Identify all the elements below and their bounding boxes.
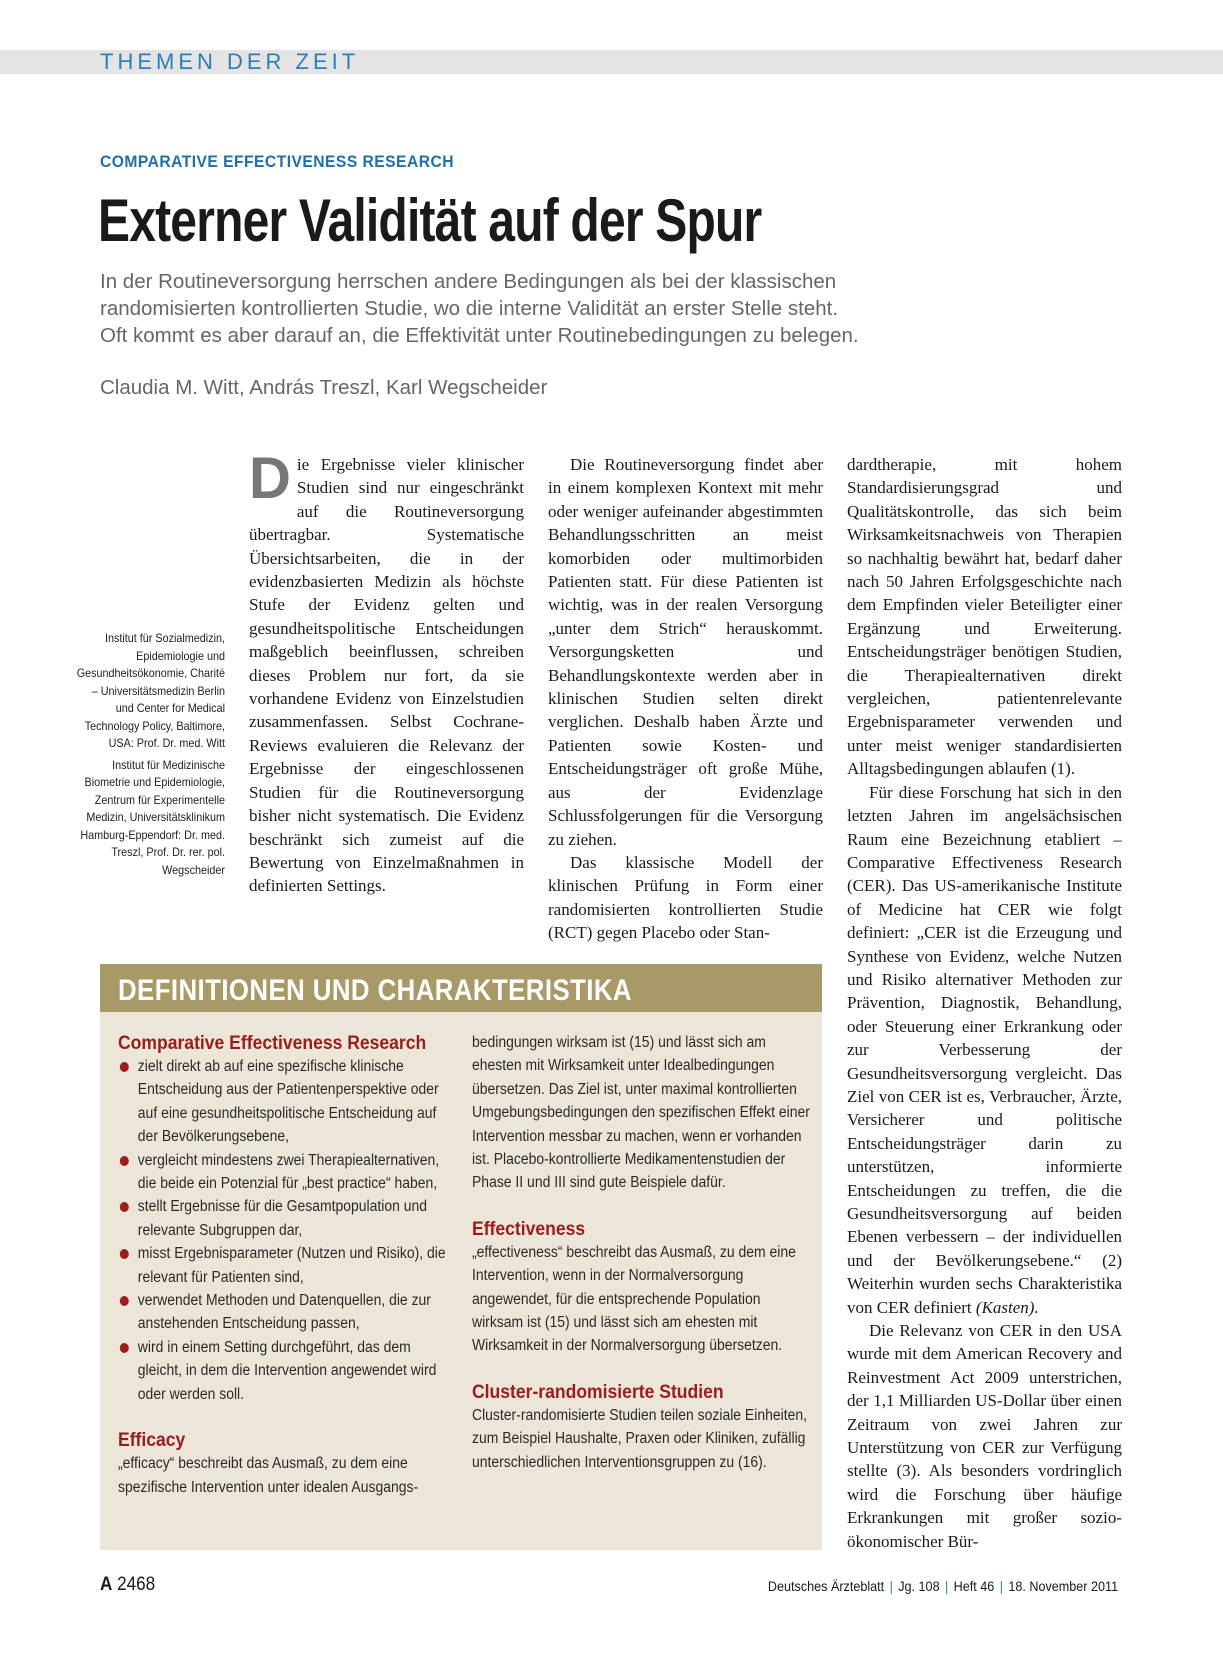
list-item-text: stellt Ergebnisse für die Gesamtpopulation und relevante Subgruppen dar, (137, 1198, 428, 1239)
article-authors: Claudia M. Witt, András Treszl, Karl Wegscheider (100, 376, 548, 399)
bullet-icon (120, 1156, 129, 1166)
box-paragraph: „efficacy“ beschreibt das Ausmaß, zu dem eine spezifische Intervention unter idealen Ausgangs- (118, 1455, 419, 1496)
box-paragraph: Cluster-randomisierte Studien teilen soziale Einheiten, zum Beispiel Haushalte, Praxen oder Kliniken, zufällig unterschiedlichen Interventionsgruppen zu (16). (472, 1406, 807, 1471)
article-lead (100, 268, 1000, 349)
separator: | (944, 1578, 949, 1594)
lead-line: randomisierten kontrollierten Studie, wo die interne Validität an erster Stelle steht. (100, 297, 839, 320)
box-heading: Effectiveness (472, 1217, 586, 1240)
definitions-box-title: DEFINITIONEN UND CHARAKTERISTIKA (118, 974, 632, 1007)
bullet-icon (120, 1296, 129, 1306)
page-number-value: 2468 (117, 1574, 156, 1595)
journal-name: Deutsches Ärzteblatt (767, 1578, 885, 1594)
list-item-text: misst Ergebnisparameter (Nutzen und Risiko), die relevant für Patienten sind, (137, 1245, 446, 1286)
body-paragraph (847, 781, 1122, 1319)
lead-line: In der Routineversorgung herrschen andere Bedingungen als bei der klassischen (100, 270, 837, 293)
list-item (118, 1055, 458, 1149)
body-paragraph: dardtherapie, mit hohem Standardisierungsgrad und Qualitätskontrolle, das sich beim Wirksamkeitsnachweis von Therapien so nachhaltig bewährt hat, bedarf daher nach 50 Jahren Erfolgsgeschichte nach dem Empfinden vieler Beteiligter einer Ergänzung und Erweiterung. Entscheidungsträger benötigen Studien, die Therapiealternativen direkt vergleichen, patientenrelevante Ergebnisparameter verwenden und unter meist weniger standardisierten Alltagsbedingungen ablaufen (1). (847, 455, 1122, 779)
box-column-2 (472, 1031, 812, 1474)
body-column-2 (548, 453, 823, 945)
body-column-1 (249, 446, 524, 898)
article-kicker: COMPARATIVE EFFECTIVENESS RESEARCH (100, 152, 454, 171)
box-column-1 (118, 1031, 458, 1499)
body-paragraph: Die Relevanz von CER in den USA wurde mit dem American Recovery and Reinvestment Act 2009 unterstrichen, der 1,1 Milliarden US-Dollar über einen Zeitraum von zwei Jahren zur Unterstützung von CER zur Verfügung stellte (3). Als besonders vordringlich wird die Forschung über häufige Erkrankungen mit großer sozio-ökonomischer Bür- (847, 1321, 1122, 1551)
box-paragraph: bedingungen wirksam ist (15) und lässt sich am ehesten mit Wirksamkeit unter Idealbedingungen übersetzen. Das Ziel ist, unter maximal kontrollierten Umgebungsbedingungen den spezifischen Effekt einer Intervention messbar zu machen, wenn er vorhanden ist. Placebo-kontrollierte Medikamentenstudien der Phase II und III sind gute Beispiele dafür. (472, 1034, 810, 1192)
box-reference: (Kasten). (975, 1297, 1039, 1317)
section-label: THEMEN DER ZEIT (100, 49, 360, 74)
bullet-icon (120, 1202, 129, 1212)
bullet-icon (120, 1343, 129, 1353)
page-number (100, 1574, 155, 1596)
journal-date: 18. November 2011 (1008, 1578, 1118, 1594)
body-paragraph: Das klassische Modell der klinischen Prüfung in Form einer randomisierten kontrollierten Studie (RCT) gegen Placebo oder Stan- (548, 852, 823, 943)
affiliation: Institut für Sozialmedizin, Epidemiologie und Gesundheitsökonomie, Charité – Universitätsmedizin Berlin und Center for Medical Technology Policy, Baltimore, USA: Prof. Dr. med. Witt (76, 631, 226, 750)
bullet-icon (120, 1062, 129, 1072)
list-item-text: zielt direkt ab auf eine spezifische klinische Entscheidung aus der Patientenperspektive oder auf eine gesundheitspolitische Entscheidung auf der Bevölkerungsebene, (137, 1058, 439, 1146)
list-item (118, 1289, 458, 1336)
box-paragraph: „effectiveness“ beschreibt das Ausmaß, zu dem eine Intervention, wenn in der Normalversorgung angewendet, für die entsprechende Population wirksam ist (15) und lässt sich am ehesten mit Wirksamkeit in der Normalversorgung übersetzen. (472, 1243, 796, 1355)
list-item (118, 1336, 458, 1406)
article-title: Externer Validität auf der Spur (98, 187, 762, 254)
separator: | (889, 1578, 893, 1594)
list-item (118, 1195, 458, 1242)
paragraph-text: ie Ergebnisse vieler klinischer Studien sind nur eingeschränkt auf die Routineversorgung übertragbar. Systematische Übersichtsarbeiten, die in der evidenzbasierten Medizin als höchste Stufe der Evidenz gelten und gesundheitspolitische Entscheidungen maßgeblich beeinflussen, schreiben dieses Problem nur fort, da sie vorhandene Evidenz von Einzelstudien zusammenfassen. Selbst Cochrane-Reviews evaluieren die Relevanz der Ergebnisse der eingeschlossenen Studien für die Routineversorgung bisher nicht systematisch. Die Evidenz beschränkt sich zumeist auf die Bewertung von Einzelmaßnahmen in definierten Settings. (249, 455, 524, 896)
box-heading: Comparative Effectiveness Research (118, 1032, 427, 1054)
list-item-text: verwendet Methoden und Datenquellen, die zur anstehenden Entscheidung passen, (137, 1292, 431, 1333)
journal-citation (768, 1578, 1118, 1594)
body-paragraph: Die Routineversorgung findet aber in einem komplexen Kontext mit mehr oder weniger aufeinander abgestimmten Behandlungsschritten an meist komorbiden oder multimorbiden Patienten statt. Für diese Patienten ist wichtig, was in der realen Versorgung „unter dem Strich“ herauskommt. Versorgungsketten und Behandlungskontexte werden aber in klinischen Studien selten direkt verglichen. Deshalb haben Ärzte und Patienten sowie Kosten- und Entscheidungsträger oft große Mühe, aus der Evidenzlage Schlussfolgerungen für die Versorgung zu ziehen. (548, 455, 823, 849)
journal-volume: Jg. 108 (898, 1578, 940, 1594)
lead-line: Oft kommt es aber darauf an, die Effektivität unter Routinebedingungen zu belegen. (100, 324, 859, 347)
paragraph-text: Für diese Forschung hat sich in den letzten Jahren im angelsächsischen Raum eine Bezeichnung etabliert – Comparative Effectiveness Research (CER). Das US-amerikanische Institute of Medicine hat CER wie folgt definiert: „CER ist die Erzeugung und Synthese von Evidenz, welche Nutzen und Risiko alternativer Methoden zur Prävention, Diagnostik, Behandlung, oder Steuerung einer Erkrankung oder zur Verbesserung der Gesundheitsversorgung vergleicht. Das Ziel von CER ist es, Verbraucher, Ärzte, Versicherer und politische Entscheidungsträger darin zu unterstützen, informierte Entscheidungen zu treffen, die die Gesundheitsversorgung auf beiden Ebenen verbessern – der individuellen und der Bevölkerungsebene.“ (2) Weiterhin wurden sechs Charakteristika von CER definiert (847, 782, 1122, 1317)
drop-cap: D (249, 446, 291, 511)
affiliation: Institut für Medizinische Biometrie und Epidemiologie, Zentrum für Experimentelle Medizin, Universitätsklinikum Hamburg-Eppendorf: Dr. med. Treszl, Prof. Dr. rer. pol. Wegscheider (80, 757, 225, 877)
box-heading: Efficacy (118, 1429, 186, 1452)
list-item (118, 1242, 458, 1289)
body-paragraph (249, 446, 524, 898)
affiliations (60, 630, 225, 883)
box-heading: Cluster-randomisierte Studien (472, 1380, 724, 1403)
body-column-3 (847, 453, 1122, 1553)
separator: | (999, 1578, 1003, 1594)
list-item (118, 1149, 458, 1196)
cer-characteristics-list (118, 1055, 458, 1406)
list-item-text: wird in einem Setting durchgeführt, das dem gleicht, in dem die Intervention angewendet wird oder werden soll. (137, 1338, 437, 1403)
list-item-text: vergleicht mindestens zwei Therapiealternativen, die beide ein Potenzial für „best practice“ haben, (137, 1151, 440, 1193)
page-prefix: A (100, 1574, 113, 1595)
bullet-icon (120, 1249, 129, 1259)
journal-issue: Heft 46 (953, 1578, 995, 1594)
